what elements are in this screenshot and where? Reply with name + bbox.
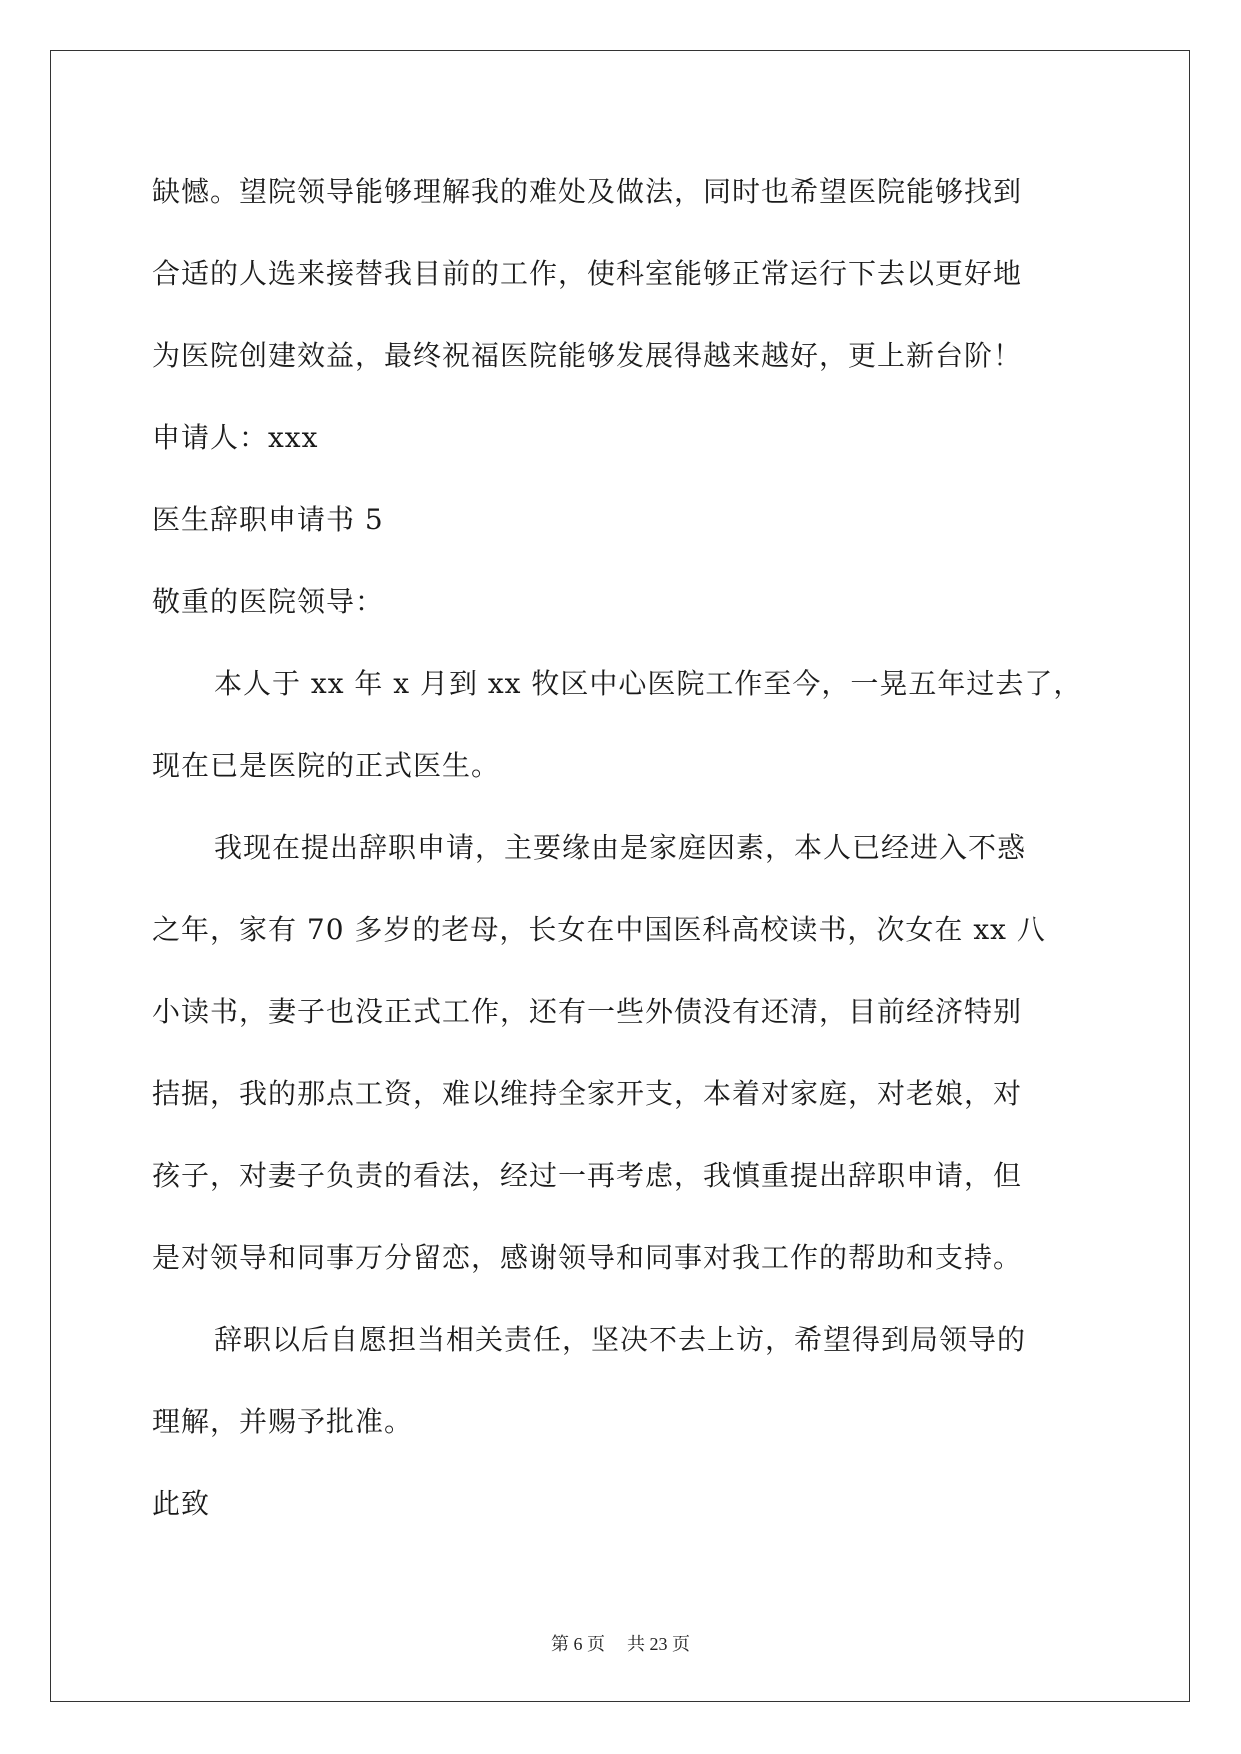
closing-line: 此致 (152, 1487, 211, 1520)
text-line: 合适的人选来接替我目前的工作，使科室能够正常运行下去以更好地 (152, 257, 1023, 290)
section-title: 医生辞职申请书 5 (152, 503, 384, 536)
paragraph-start: 本人于 xx 年 x 月到 xx 牧区中心医院工作至今，一晃五年过去了， (214, 667, 1083, 700)
paragraph-start: 辞职以后自愿担当相关责任，坚决不去上访，希望得到局领导的 (214, 1323, 1027, 1356)
text-line: 之年，家有 70 多岁的老母，长女在中国医科高校读书，次女在 xx 八 (152, 913, 1046, 946)
text-line: 理解，并赐予批准。 (152, 1405, 414, 1438)
page-total: 共 23 页 (627, 1634, 690, 1654)
text-line: 孩子，对妻子负责的看法，经过一再考虑，我慎重提出辞职申请，但 (152, 1159, 1023, 1192)
text-line: 为医院创建效益，最终祝福医院能够发展得越来越好，更上新台阶！ (152, 339, 1023, 372)
page-footer (0, 1630, 1241, 1656)
text-line: 小读书，妻子也没正式工作，还有一些外债没有还清，目前经济特别 (152, 995, 1023, 1028)
text-line: 拮据，我的那点工资，难以维持全家开支，本着对家庭，对老娘，对 (152, 1077, 1023, 1110)
document-body (152, 162, 1092, 1556)
text-line: 缺憾。望院领导能够理解我的难处及做法，同时也希望医院能够找到 (152, 175, 1023, 208)
paragraph-start: 我现在提出辞职申请，主要缘由是家庭因素，本人已经进入不惑 (214, 831, 1027, 864)
applicant-line: 申请人：xxx (152, 421, 319, 454)
salutation: 敬重的医院领导： (152, 585, 385, 618)
text-line: 是对领导和同事万分留恋，感谢领导和同事对我工作的帮助和支持。 (152, 1241, 1023, 1274)
page-number: 第 6 页 (551, 1634, 605, 1654)
text-line: 现在已是医院的正式医生。 (152, 749, 501, 782)
